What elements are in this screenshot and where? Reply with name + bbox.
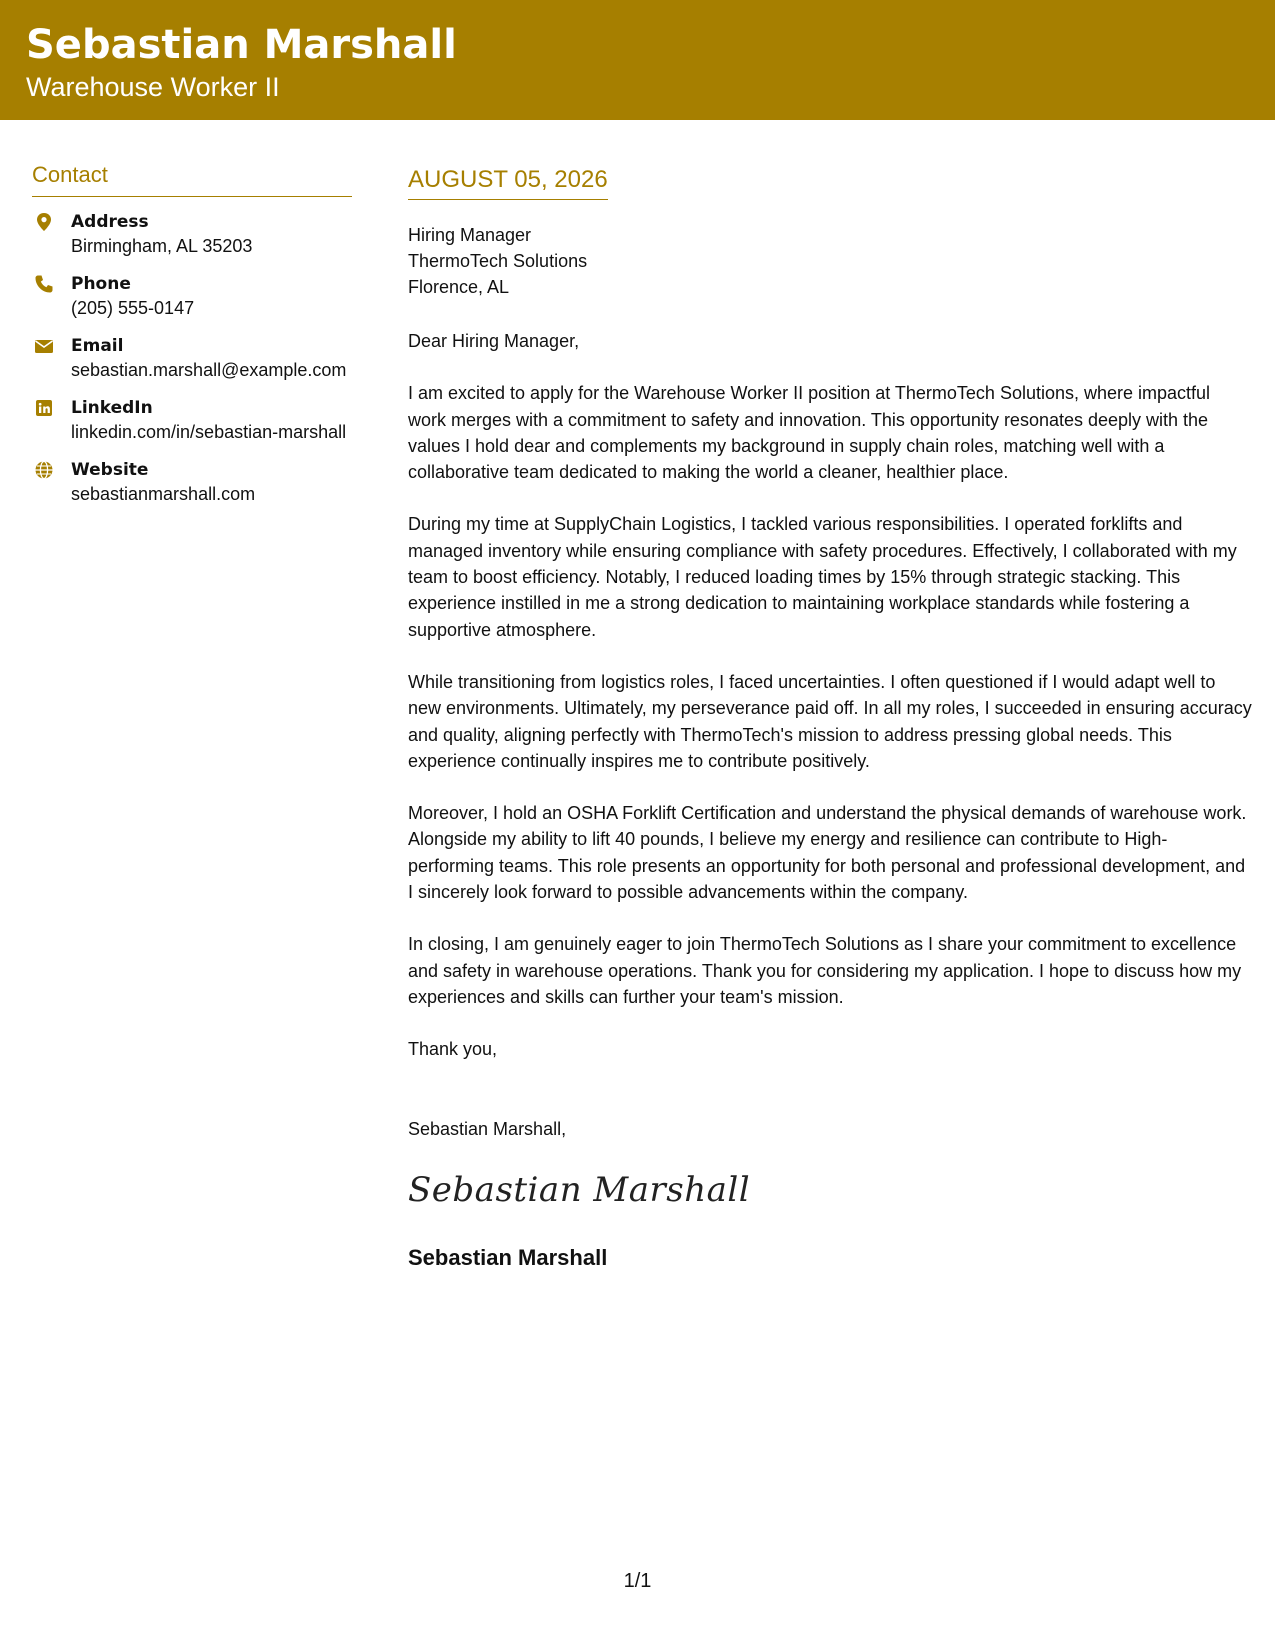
contact-sidebar <box>32 162 352 507</box>
recipient-company: ThermoTech Solutions <box>408 251 588 271</box>
recipient-name: Hiring Manager <box>408 225 532 245</box>
phone-icon <box>34 274 54 294</box>
linkedin-icon <box>34 398 54 418</box>
job-title: Warehouse Worker II <box>26 72 280 102</box>
letter-paragraph: I am excited to apply for the Warehouse Worker II position at ThermoTech Solutions, where impactful work merges with a commitment to safety and innovation. This opportunity resonates deeply with the values I hold dear and complements my background in supply chain roles, matching well with a collaborative team dedicated to making the world a cleaner, healthier place. <box>408 383 1211 483</box>
contact-address <box>32 211 352 259</box>
letter-closing: Thank you, <box>408 1039 498 1060</box>
letter-date: AUGUST 05, 2026 <box>408 166 608 200</box>
letter-greeting: Dear Hiring Manager, <box>408 331 580 351</box>
contact-linkedin <box>32 397 352 445</box>
letter-paragraph: In closing, I am genuinely eager to join ThermoTech Solutions as I share your commitment to excellence and safety in warehouse operations. Thank you for considering my application. I hope to discuss how my experiences and skills can further your team's mission. <box>408 934 1242 1007</box>
letter-content <box>408 328 1253 1010</box>
contact-section-title: Contact <box>32 162 352 197</box>
globe-icon <box>34 460 54 480</box>
email-label: Email <box>71 336 124 356</box>
email-value: sebastian.marshall@example.com <box>71 360 347 380</box>
website-label: Website <box>71 460 149 480</box>
letter-paragraph: Moreover, I hold an OSHA Forklift Certification and understand the physical demands of warehouse work. Alongside my ability to lift 40 pounds, I believe my energy and resilience can contribute to High-performing teams. This role presents an opportunity for both personal and professional development, and I sincerely look forward to possible advancements within the company. <box>408 803 1247 903</box>
header-banner <box>0 0 1275 120</box>
address-value: Birmingham, AL 35203 <box>71 236 253 256</box>
page-number: 1/1 <box>623 1570 652 1592</box>
phone-label: Phone <box>71 274 131 294</box>
recipient-block <box>408 222 1253 300</box>
letter-body <box>408 166 1253 1271</box>
map-pin-icon <box>34 212 54 232</box>
website-value: sebastianmarshall.com <box>71 484 256 504</box>
phone-value: (205) 555-0147 <box>71 298 195 318</box>
applicant-name: Sebastian Marshall <box>26 22 457 68</box>
address-label: Address <box>71 212 149 232</box>
envelope-icon <box>34 336 54 356</box>
linkedin-label: LinkedIn <box>71 398 153 418</box>
letter-paragraph: During my time at SupplyChain Logistics, I tackled various responsibilities. I operated forklifts and managed inventory while ensuring compliance with safety procedures. Effectively, I collaborated with my team to boost efficiency. Notably, I reduced loading times by 15% through strategic stacking. This experience instilled in me a strong dedication to maintaining workplace standards while fostering a supportive atmosphere. <box>408 514 1237 640</box>
letter-signoff: Sebastian Marshall, <box>408 1119 567 1140</box>
contact-phone <box>32 273 352 321</box>
recipient-location: Florence, AL <box>408 277 510 297</box>
letter-paragraph: While transitioning from logistics roles, I faced uncertainties. I often questioned if I would adapt well to new environments. Ultimately, my perseverance paid off. In all my roles, I succeeded in ensuring accuracy and quality, aligning perfectly with ThermoTech's mission to address pressing global needs. This experience continually inspires me to contribute positively. <box>408 671 1252 771</box>
signed-name: Sebastian Marshall <box>408 1245 608 1271</box>
contact-email <box>32 335 352 383</box>
handwritten-signature: Sebastian Marshall <box>408 1170 751 1211</box>
linkedin-value: linkedin.com/in/sebastian-marshall <box>71 422 347 442</box>
contact-website <box>32 459 352 507</box>
